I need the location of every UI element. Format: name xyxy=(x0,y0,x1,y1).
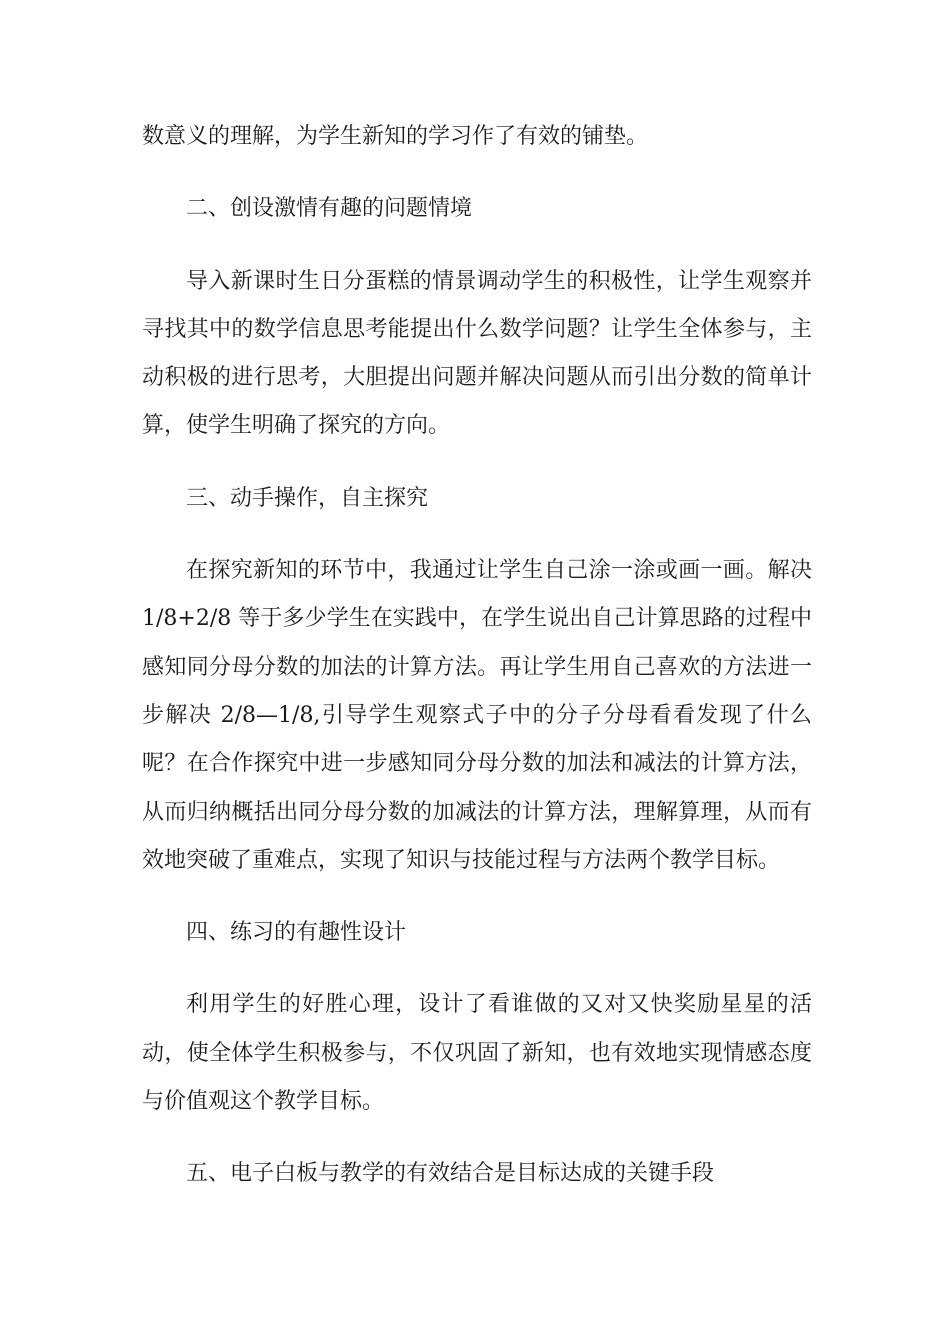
section-heading-5: 五、电子白板与教学的有效结合是目标达成的关键手段 xyxy=(186,1161,715,1187)
paragraph-practice-design: 利用学生的好胜心理，设计了看谁做的又对又快奖励星星的活动，使全体学生积极参与，不仅巩固了新知，也有效地实现情感态度与价值观这个教学目标。 xyxy=(142,992,812,1115)
paragraph-problem-situation: 导入新课时生日分蛋糕的情景调动学生的积极性，让学生观察并寻找其中的数学信息思考能提出什么数学问题？让学生全体参与，主动积极的进行思考，大胆提出问题并解决问题从而引出分数的简单计算，使学生明确了探究的方向。 xyxy=(142,268,812,439)
section-heading-4: 四、练习的有趣性设计 xyxy=(186,920,407,946)
document-body xyxy=(142,113,812,1223)
paragraph-continued: 数意义的理解，为学生新知的学习作了有效的铺垫。 xyxy=(142,124,649,149)
paragraph-hands-on-exploration: 在探究新知的环节中，我通过让学生自己涂一涂或画一画。解决 1/8+2/8 等于多少学生在实践中，在学生说出自己计算思路的过程中感知同分母分数的加法的计算方法。再让学生用自己喜欢的方法进一步解决 2/8—1/8,引导学生观察式子中的分子分母看看发现了什么呢？在合作探究中进一步感知同分母分数的加法和减法的计算方法，从而归纳概括出同分母分数的加减法的计算方法，理解算理，从而有效地突破了重难点，实现了知识与技能过程与方法两个教学目标。 xyxy=(142,558,812,873)
section-heading-3: 三、动手操作，自主探究 xyxy=(186,485,429,511)
section-heading-2: 二、创设激情有趣的问题情境 xyxy=(186,196,473,222)
